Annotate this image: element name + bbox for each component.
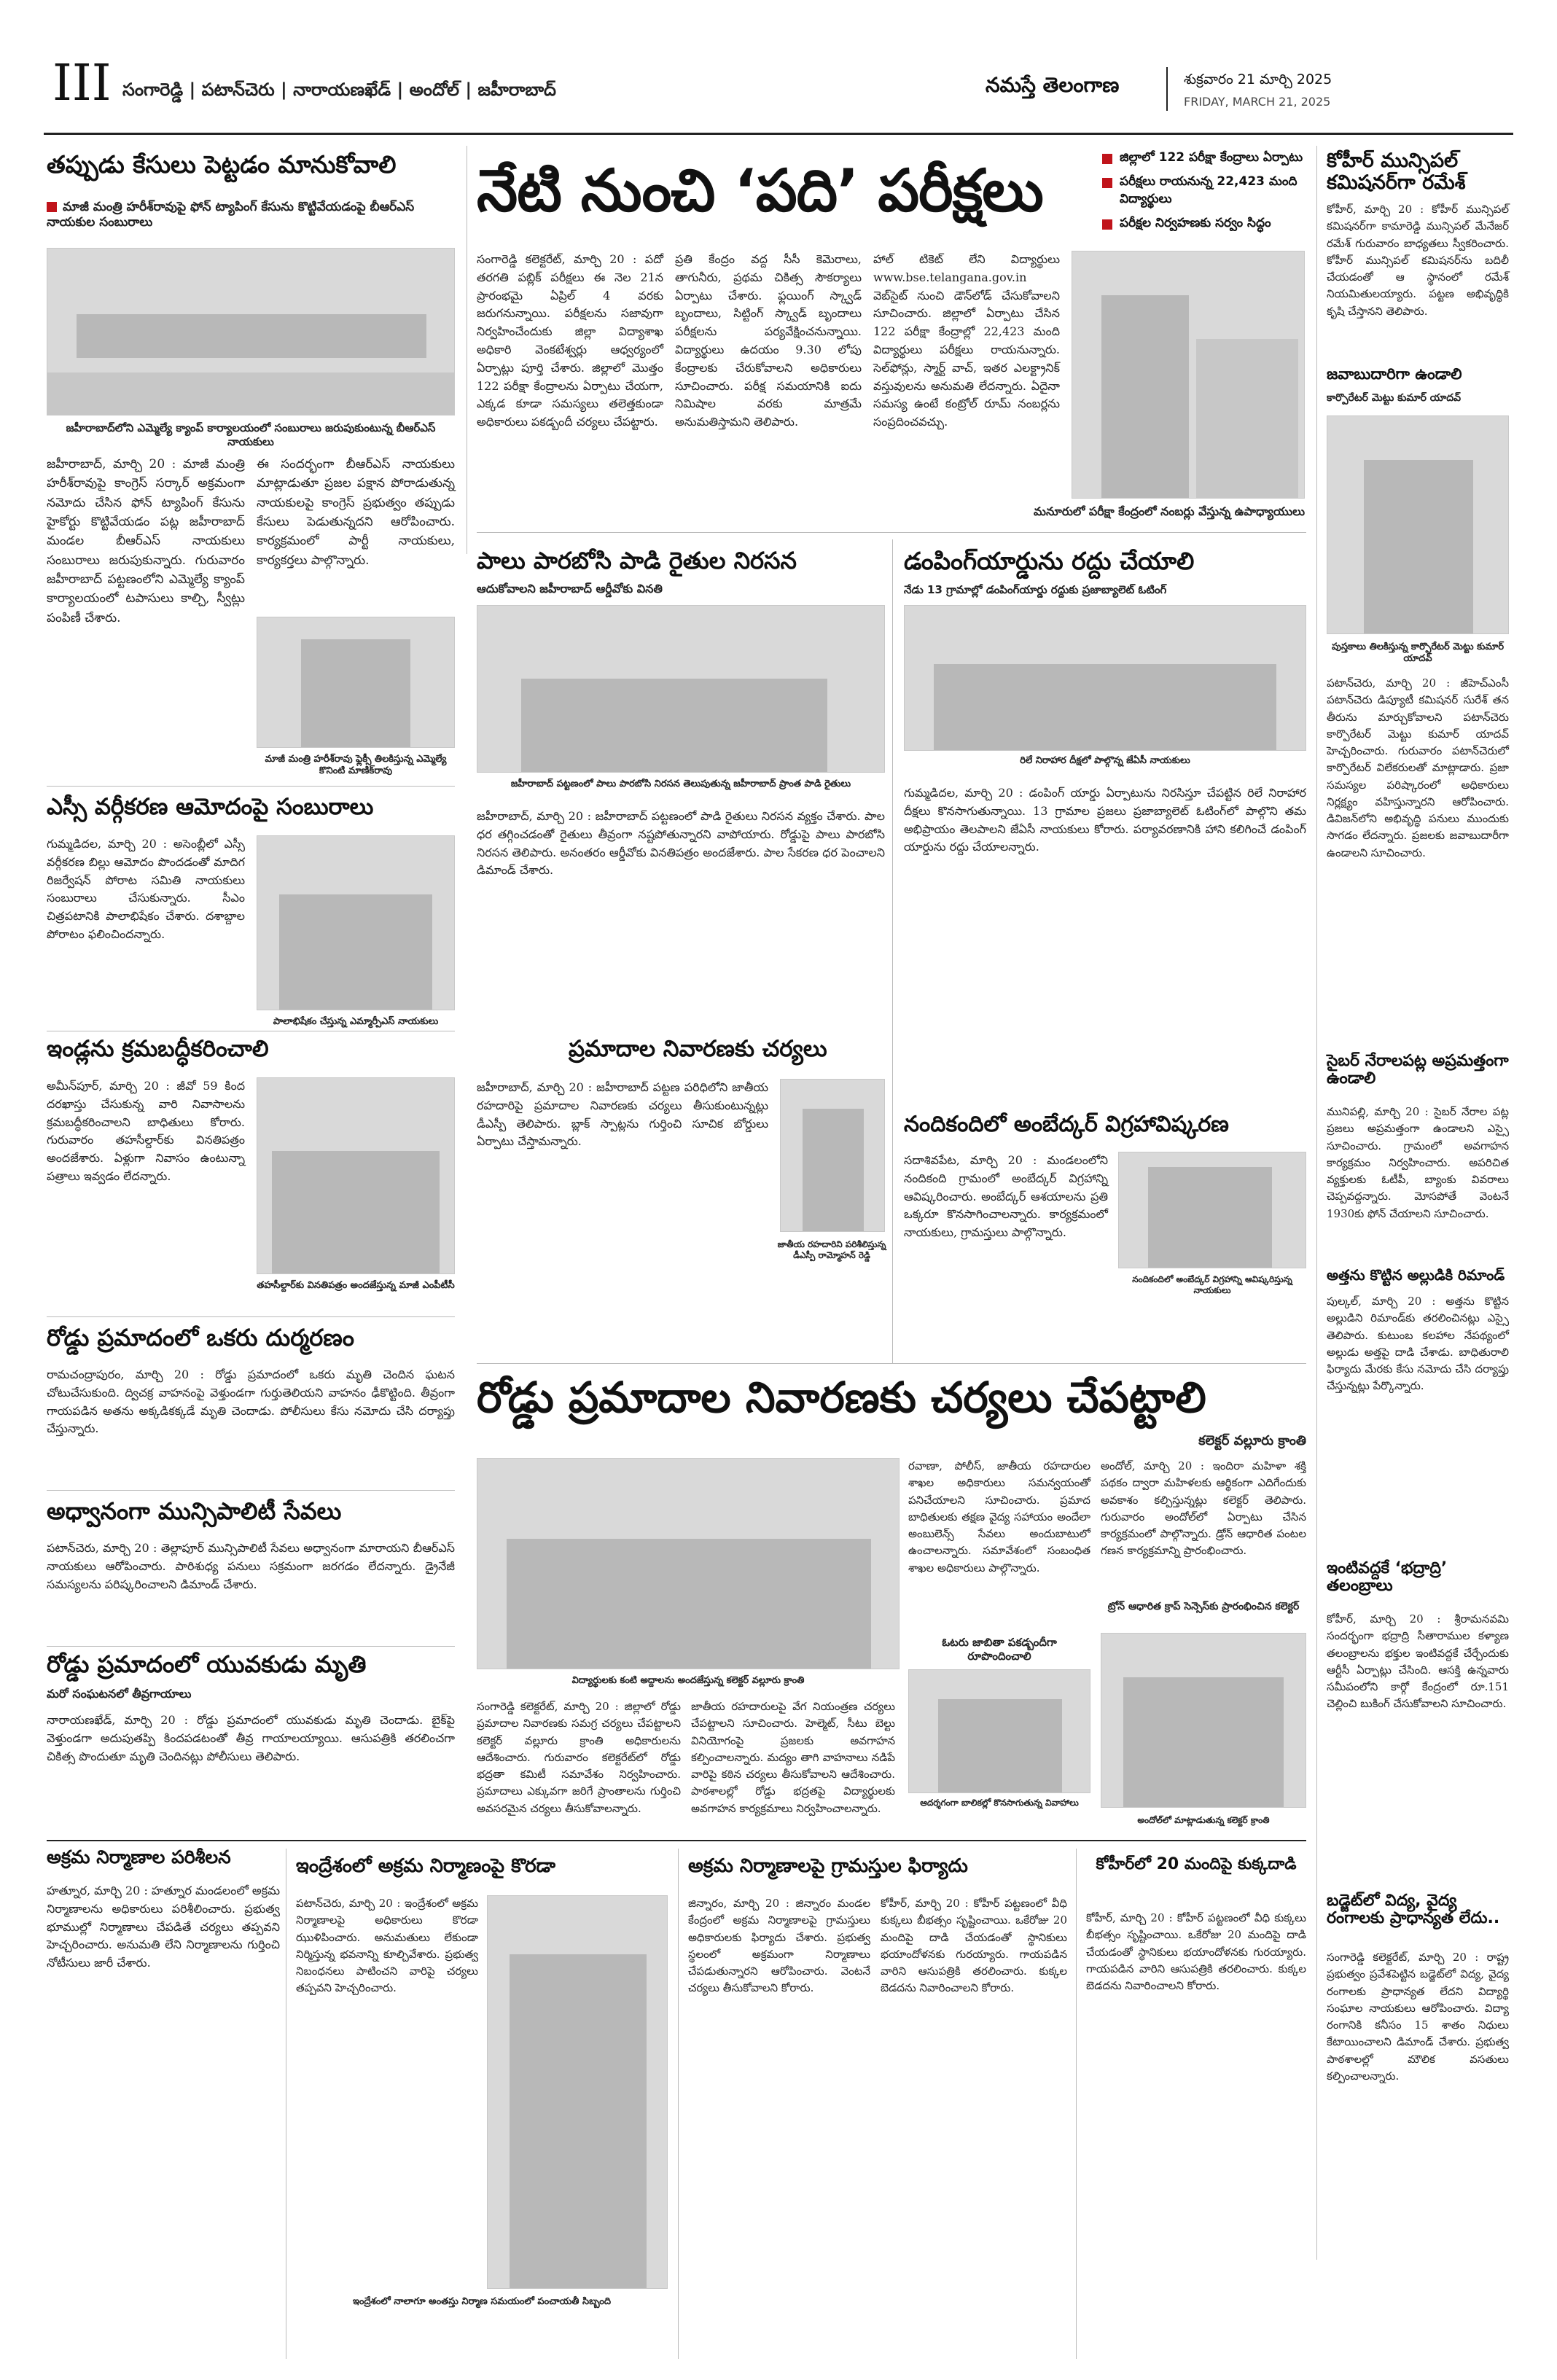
- middle-photo-2-caption: జాతీయ రహదారిని పరిశీలిస్తున్న డీఎస్పీ రామ్మోహన్ రెడ్డి: [777, 1239, 886, 1260]
- mid-divider-top: [477, 532, 1306, 533]
- bottom-headline-2: అక్రమ నిర్మాణాలపై గ్రామస్తుల ఫిర్యాదు: [688, 1855, 968, 1877]
- top-left-body-col2: ఈ సందర్భంగా బీఆర్‌ఎస్ నాయకులు మాట్లాడుతూ ప్రజల పక్షాన పోరాడుతున్న నాయకులపై కాంగ్రెస్ ప్రభుత్వం తప్పుడు కేసులు పెడుతున్నదని ఆరోపించారు. కార్యక్రమంలో పార్టీ నాయకులు, కార్యకర్తలు పాల్గొన్నారు.: [257, 457, 455, 568]
- district-names: సంగారెడ్డి | పటాన్‌చెరు | నారాయణఖేడ్ | అందోల్ | జహీరాబాద్: [122, 79, 556, 100]
- middle-headline-4: నందికందిలో అంబేద్కర్ విగ్రహావిష్కరణ: [904, 1112, 1229, 1137]
- middle-photo-1: [477, 605, 885, 773]
- top-left-photo2-caption: మాజీ మంత్రి హరీశ్‌రావు ఫ్లెక్సీ తిలకిస్తున్న ఎమ్మెల్యే కొనింటి మాణిక్‌రావు: [265, 754, 447, 777]
- date-english: FRIDAY, MARCH 21, 2025: [1184, 95, 1331, 109]
- left-divider-5: [47, 1646, 455, 1647]
- road-photo-2: [908, 1669, 1090, 1793]
- top-left-photo-caption: జహీరాబాద్‌లోని ఎమ్మెల్యే క్యాంప్ కార్యాలయంలో సంబురాలు జరుపుకుంటున్న బీఆర్‌ఎస్ నాయకులు: [66, 421, 436, 448]
- left-headline-4: అధ్వానంగా మున్సిపాలిటీ సేవలు: [47, 1497, 342, 1525]
- bottom-body-1: పటాన్‌చెరు, మార్చి 20 : ఇంద్రేశంలో అక్రమ నిర్మాణాలపై అధికారులు కొరడా ఝుళిపించారు. అనుమతులు లేకుండా నిర్మిస్తున్న భవనాన్ని కూల్చివేశారు. ప్రభుత్వ నిబంధనలు పాటించని వారిపై చర్యలు తప్పవని హెచ్చరించారు.: [296, 1897, 478, 1995]
- bottom-vrule-3: [1076, 1849, 1077, 2359]
- right-headline-4: అత్తను కొట్టిన అల్లుడికి రిమాండ్: [1327, 1266, 1505, 1284]
- road-photo-1-caption: విద్యార్థులకు కంటి అద్దాలను అందజేస్తున్న కలెక్టర్ వల్లూరు క్రాంతి: [571, 1675, 805, 1686]
- top-left-headline: తప్పుడు కేసులు పెట్టడం మానుకోవాలి: [47, 150, 397, 179]
- highlight-2: పరీక్షలు రాయనున్న 22,423 మంది విద్యార్థులు: [1101, 173, 1305, 208]
- middle-body-4: సదాశివపేట, మార్చి 20 : మండలంలోని నందికంది గ్రామంలో అంబేద్కర్ విగ్రహాన్ని ఆవిష్కరించారు. అంబేద్కర్ ఆశయాలను ప్రతి ఒక్కరూ కొనసాగించాలన్నారు. కార్యక్రమంలో నాయకులు, గ్రామస్తులు పాల్గొన్నారు.: [904, 1153, 1108, 1240]
- masthead-divider: [1166, 67, 1168, 111]
- middle-photo-3-caption: రిలే నిరాహార దీక్షలో పాల్గొన్న జేఏసీ నాయకులు: [1020, 755, 1190, 766]
- middle-body-3: గుమ్మడిదల, మార్చి 20 : డంపింగ్ యార్డు ఏర్పాటును నిరసిస్తూ చేపట్టిన రిలే నిరాహార దీక్షలు కొనసాగుతున్నాయి. 13 గ్రామాల ప్రజలు ప్రజాబ్యాలెట్ ఓటింగ్‌లో పాల్గొని తమ అభిప్రాయం తెలపాలని జేఏసీ నాయకులు కోరారు. పర్యావరణానికి హాని కలిగించే డంపింగ్ యార్డును రద్దు చేయాలన్నారు.: [904, 786, 1306, 854]
- bottom-headline-3: కోహీర్‌లో 20 మందిపై కుక్కదాడి: [1096, 1855, 1297, 1873]
- left-headline-3: రోడ్డు ప్రమాదంలో ఒకరు దుర్మరణం: [47, 1324, 354, 1351]
- lead-highlights: [1101, 149, 1305, 238]
- right-headline-2: జవాబుదారిగా ఉండాలి: [1327, 365, 1462, 383]
- lead-body-col3: హాల్ టికెట్ లేని విద్యార్థులు www.bse.telangana.gov.in వెబ్‌సైట్ నుంచి డౌన్‌లోడ్ చేసుకోవాలని సూచించారు. జిల్లాలో ఏర్పాటు చేసిన 122 పరీక్షా కేంద్రాల్లో 22,423 మంది విద్యార్థులు పరీక్షలు రాయనున్నారు. సెల్‌ఫోన్లు, స్మార్ట్ వాచ్, ఇతర ఎలక్ట్రానిక్ వస్తువులను అనుమతి లేదన్నారు. ఏదైనా సమస్య ఉంటే కంట్రోల్ రూమ్ నంబర్లను సంప్రదించవచ్చు.: [873, 252, 1060, 429]
- right-body-3: మునిపల్లి, మార్చి 20 : సైబర్ నేరాల పట్ల ప్రజలు అప్రమత్తంగా ఉండాలని ఎస్సై సూచించారు. గ్రామంలో అవగాహన కార్యక్రమం నిర్వహించారు. అపరిచిత వ్యక్తులకు ఓటీపీ, బ్యాంకు వివరాలు చెప్పవద్దన్నారు. మోసపోతే వెంటనే 1930కు ఫోన్ చేయాలని సూచించారు.: [1327, 1105, 1509, 1220]
- middle-photo-2: [780, 1079, 885, 1232]
- road-photo-1: [477, 1458, 900, 1669]
- left-body-6: హత్నూర, మార్చి 20 : హత్నూర మండలంలో అక్రమ నిర్మాణాలను అధికారులు పరిశీలించారు. ప్రభుత్వ భూముల్లో నిర్మాణాలు చేపడితే చర్యలు తప్పవని హెచ్చరించారు. అనుమతి లేని నిర్మాణాలను గుర్తించి నోటీసులు జారీ చేశారు.: [47, 1884, 280, 1970]
- left-divider-3: [47, 1316, 455, 1317]
- middle-subhead-1: ఆదుకోవాలని జహీరాబాద్ ఆర్డీవోకు వినతి: [477, 582, 663, 596]
- middle-body-1: జహీరాబాద్, మార్చి 20 : జహీరాబాద్ పట్టణంలో పాడి రైతులు నిరసన వ్యక్తం చేశారు. పాల ధర తగ్గించడంతో రైతులు తీవ్రంగా నష్టపోతున్నారని వాపోయారు. రోడ్డుపై పాలు పారబోసి నిరసన తెలిపారు. అనంతరం ఆర్డీవోకు వినతిపత్రం అందజేశారు. పాల సేకరణ ధర పెంచాలని డిమాండ్ చేశారు.: [477, 809, 885, 878]
- road-mid-title: ఓటరు జాబితా పకడ్బందీగా రూపొందించాలి: [942, 1636, 1057, 1663]
- right-subhead-2: కార్పొరేటర్ మెట్టు కుమార్ యాదవ్: [1327, 392, 1462, 404]
- date-telugu: శుక్రవారం 21 మార్చి 2025: [1184, 71, 1332, 87]
- bottom-headline-1: ఇంద్రేశంలో అక్రమ నిర్మాణంపై కొరడా: [296, 1855, 556, 1877]
- lead-photo-caption: మనూరులో పరీక్షా కేంద్రంలో నంబర్లు వేస్తున్న ఉపాధ్యాయులు: [1034, 504, 1305, 518]
- left-body-3: రామచంద్రాపురం, మార్చి 20 : రోడ్డు ప్రమాదంలో ఒకరు మృతి చెందిన ఘటన చోటుచేసుకుంది. ద్విచక్ర వాహనంపై వెళ్తుండగా గుర్తుతెలియని వాహనం ఢీకొట్టింది. తీవ్రంగా గాయపడిన అతను అక్కడికక్కడే మృతి చెందాడు. పోలీసులు కేసు నమోదు చేసి దర్యాప్తు చేస్తున్నారు.: [47, 1367, 455, 1436]
- middle-headline-1: పాలు పారబోసి పాడి రైతుల నిరసన: [477, 547, 797, 574]
- paper-name: నమస్తే తెలంగాణ: [986, 73, 1120, 97]
- masthead-rule: [44, 133, 1513, 135]
- road-body-2: జాతీయ రహదారులపై వేగ నియంత్రణ చర్యలు చేపట్టాలని సూచించారు. హెల్మెట్, సీటు బెల్టు వినియోగంపై ప్రజలకు అవగాహన కల్పించాలన్నారు. మద్యం తాగి వాహనాలు నడిపే వారిపై కఠిన చర్యలు తీసుకోవాలని ఆదేశించారు. పాఠశాలల్లో రోడ్డు భద్రతపై విద్యార్థులకు అవగాహన కార్యక్రమాలు నిర్వహించాలన్నారు.: [691, 1700, 895, 1815]
- right-headline-5: ఇంటివద్దకే ‘భద్రాద్రి’ తలంబ్రాలు: [1327, 1559, 1448, 1596]
- bottom-photo-1-caption: ఇంద్రేశంలో నాలాగూ అంతస్తు నిర్మాణ సమయంలో పంచాయతీ సిబ్బంది: [352, 2296, 612, 2307]
- lead-body-col2: ప్రతి కేంద్రం వద్ద సీసీ కెమెరాలు, తాగునీరు, ప్రథమ చికిత్స సౌకర్యాలు ఏర్పాటు చేశారు. ఫ్లయింగ్ స్క్వాడ్ బృందాలు, సిట్టింగ్ స్క్వాడ్ బృందాలు పరీక్షలను పర్యవేక్షించనున్నాయి. విద్యార్థులు ఉదయం 9.30 లోపు కేంద్రాలకు చేరుకోవాలని అధికారులు సూచించారు. పరీక్ష సమయానికి ఐదు నిమిషాల వరకు మాత్రమే అనుమతిస్తామని తెలిపారు.: [675, 252, 862, 429]
- road-body-3: రవాణా, పోలీస్, జాతీయ రహదారుల శాఖల అధికారులు సమన్వయంతో పనిచేయాలని సూచించారు. ప్రమాద బాధితులకు తక్షణ వైద్య సహాయం అందేలా అంబులెన్స్ సేవలు అందుబాటులో ఉంచాలన్నారు. సమావేశంలో సంబంధిత శాఖల అధికారులు పాల్గొన్నారు.: [908, 1459, 1090, 1575]
- road-subhead: కలెక్టర్ వల్లూరు క్రాంతి: [1198, 1433, 1306, 1448]
- right-headline-3: సైబర్ నేరాలపట్ల అప్రమత్తంగా ఉండాలి: [1327, 1052, 1509, 1088]
- left-photo-2-caption: తహసీల్దార్‌కు వినతిపత్రం అందజేస్తున్న మాజీ ఎంపీటీసీ: [257, 1280, 455, 1291]
- left-headline-2: ఇండ్లను క్రమబద్ధీకరించాలి: [47, 1036, 269, 1062]
- road-photo-3-caption: అందోల్‌లో మాట్లాడుతున్న కలెక్టర్ క్రాంతి: [1137, 1815, 1270, 1825]
- road-headline: రోడ్డు ప్రమాదాల నివారణకు చర్యలు చేపట్టాలి: [477, 1373, 1206, 1422]
- left-photo-1: [257, 835, 455, 1010]
- middle-body-2: జహీరాబాద్, మార్చి 20 : జహీరాబాద్ పట్టణ పరిధిలోని జాతీయ రహదారిపై ప్రమాదాల నివారణకు చర్యలు తీసుకుంటున్నట్లు డీఎస్పీ తెలిపారు. బ్లాక్ స్పాట్లను గుర్తించి సూచిక బోర్డులు ఏర్పాటు చేస్తామన్నారు.: [477, 1080, 768, 1149]
- highlight-1: జిల్లాలో 122 పరీక్షా కేంద్రాలు ఏర్పాటు: [1101, 149, 1305, 167]
- middle-photo-3: [904, 605, 1306, 751]
- middle-photo-4: [1118, 1152, 1306, 1268]
- right-photo-2: [1327, 415, 1509, 634]
- top-left-subhead: [47, 200, 455, 231]
- bullet-icon: [47, 202, 57, 212]
- page-number: III: [52, 55, 112, 112]
- right-headline-1: కోహీర్ మున్సిపల్ కమిషనర్‌గా రమేశ్: [1327, 149, 1466, 194]
- right-headline-6: బడ్జెట్‌లో విద్య, వైద్య రంగాలకు ప్రాధాన్యత లేదు..: [1327, 1892, 1500, 1928]
- road-mid-title2: ట్రోన్ ఆధారిత క్రాప్ సెన్సెస్‌కు ప్రారంభించిన కలెక్టర్: [1107, 1601, 1300, 1612]
- top-left-photo: [47, 248, 455, 415]
- middle-subhead-3: నేడు 13 గ్రామాల్లో డంపింగ్‌యార్డు రద్దుకు ప్రజాబ్యాలెట్ ఓటింగ్: [904, 583, 1167, 596]
- right-body-4: పుల్కల్, మార్చి 20 : అత్తను కొట్టిన అల్లుడిని రిమాండ్‌కు తరలించినట్లు ఎస్సై తెలిపారు. కుటుంబ కలహాల నేపథ్యంలో అల్లుడు అత్తపై దాడి చేశాడు. బాధితురాలి ఫిర్యాదు మేరకు కేసు నమోదు చేసి దర్యాప్తు చేస్తున్నట్లు పేర్కొన్నారు.: [1327, 1295, 1509, 1393]
- left-body-5: నారాయణఖేడ్, మార్చి 20 : రోడ్డు ప్రమాదంలో యువకుడు మృతి చెందాడు. బైక్‌పై వెళ్తుండగా అదుపుతప్పి కిందపడటంతో తీవ్ర గాయాలయ్యాయి. ఆసుపత్రికి తరలించగా చికిత్స పొందుతూ మృతి చెందినట్లు పోలీసులు తెలిపారు.: [47, 1713, 455, 1763]
- top-left-body-col1: జహీరాబాద్, మార్చి 20 : మాజీ మంత్రి హరీశ్‌రావుపై కాంగ్రెస్ సర్కార్ అక్రమంగా నమోదు చేసిన ఫోన్ ట్యాపింగ్ కేసును హైకోర్టు కొట్టివేయడం పట్ల జహీరాబాద్ మండల బీఆర్‌ఎస్ నాయకులు సంబురాలు జరుపుకున్నారు. గురువారం జహీరాబాద్ పట్టణంలోని ఎమ్మెల్యే క్యాంప్ కార్యాలయంలో టపాసులు కాల్చి, స్వీట్లు పంపిణీ చేశారు.: [47, 457, 245, 625]
- middle-headline-2: ప్రమాదాల నివారణకు చర్యలు: [569, 1036, 827, 1062]
- right-body-2: పటాన్‌చెరు, మార్చి 20 : జీహెచ్‌ఎంసీ పటాన్‌చెరు డిప్యూటీ కమిషనర్ సురేశ్ తన తీరును మార్చుకోవాలని పటాన్‌చెరు కార్పొరేటర్ మెట్టు కుమార్ యాదవ్ హెచ్చరించారు. గురువారం పటాన్‌చెరులో కార్పొరేటర్ విలేకరులతో మాట్లాడారు. ప్రజా సమస్యల పరిష్కారంలో అధికారులు నిర్లక్ష్యం వహిస్తున్నారని ఆరోపించారు. డివిజన్‌లోని అభివృద్ధి పనులు ముందుకు సాగడం లేదన్నారు. ప్రజలకు జవాబుదారీగా ఉండాలని సూచించారు.: [1327, 676, 1509, 859]
- left-headline-6: అక్రమ నిర్మాణాల పరిశీలన: [47, 1846, 231, 1868]
- right-vertical-rule: [1316, 146, 1317, 2260]
- lead-body-col1: సంగారెడ్డి కలెక్టరేట్, మార్చి 20 : పదో తరగతి పబ్లిక్ పరీక్షలు ఈ నెల 21న ప్రారంభమై ఏప్రిల్ 4 వరకు జరుగనున్నాయి. పరీక్షలను సజావుగా నిర్వహించేందుకు జిల్లా విద్యాశాఖ అధికారి వెంకటేశ్వర్లు ఆధ్వర్యంలో ఏర్పాట్లు పూర్తి చేశారు. జిల్లాలో మొత్తం 122 పరీక్షా కేంద్రాలను ఏర్పాటు చేయగా, ఎక్కడ కూడా సమస్యలు తలెత్తకుండా అధికారులు పకడ్బందీ చర్యలు చేపట్టారు.: [477, 252, 663, 429]
- top-left-photo2: [257, 617, 455, 748]
- bottom-vrule-2: [678, 1849, 679, 2359]
- lead-headline: నేటి నుంచి ‘పది’ పరీక్షలు: [477, 157, 1043, 225]
- right-body-5: కోహీర్, మార్చి 20 : శ్రీరామనవమి సందర్భంగా భద్రాద్రి సీతారాముల కళ్యాణ తలంబ్రాలను భక్తుల ఇంటివద్దకే చేర్చేందుకు ఆర్టీసీ ఏర్పాట్లు చేసింది. ఆసక్తి ఉన్నవారు సమీపంలోని కార్గో కేంద్రంలో రూ.151 చెల్లించి బుకింగ్ చేసుకోవాలని సూచించారు.: [1327, 1612, 1509, 1711]
- left-body-2: అమీన్‌పూర్, మార్చి 20 : జీవో 59 కింద దరఖాస్తు చేసుకున్న వారి నివాసాలను క్రమబద్ధీకరించాలని బాధితులు కోరారు. గురువారం తహసీల్దార్‌కు వినతిపత్రం అందజేశారు. ఏళ్లుగా నివాసం ఉంటున్నా పత్రాలు ఇవ్వడం లేదన్నారు.: [47, 1079, 245, 1183]
- right-body-6: సంగారెడ్డి కలెక్టరేట్, మార్చి 20 : రాష్ట్ర ప్రభుత్వం ప్రవేశపెట్టిన బడ్జెట్‌లో విద్య, వైద్య రంగాలకు ప్రాధాన్యత లేదని విద్యార్థి సంఘాల నాయకులు ఆరోపించారు. విద్యా రంగానికి కనీసం 15 శాతం నిధులు కేటాయించాలని డిమాండ్ చేశారు. ప్రభుత్వ పాఠశాలల్లో మౌలిక వసతులు కల్పించాలన్నారు.: [1327, 1951, 1509, 2083]
- road-body-4: అందోల్, మార్చి 20 : ఇందిరా మహిళా శక్తి పథకం ద్వారా మహిళలకు ఆర్థికంగా ఎదిగేందుకు అవకాశం కల్పిస్తున్నట్లు కలెక్టర్ తెలిపారు. గురువారం అందోల్‌లో ఏర్పాటు చేసిన కార్యక్రమంలో పాల్గొన్నారు. డ్రోన్ ఆధారిత పంటల గణన కార్యక్రమాన్ని ప్రారంభించారు.: [1101, 1459, 1306, 1558]
- road-photo-2-caption: ఆదర్శగంగా బాలికల్లో కొనసాగుతున్న వివాహాలు: [920, 1798, 1079, 1808]
- left-headline-5: రోడ్డు ప్రమాదంలో యువకుడు మృతి: [47, 1650, 367, 1678]
- bottom-photo-1: [487, 1895, 668, 2289]
- bottom-body-2: జిన్నారం, మార్చి 20 : జిన్నారం మండల కేంద్రంలో అక్రమ నిర్మాణాలపై గ్రామస్తులు అధికారులకు ఫిర్యాదు చేశారు. ప్రభుత్వ స్థలంలో అక్రమంగా నిర్మాణాలు చేపడుతున్నారని ఆరోపించారు. వెంటనే చర్యలు తీసుకోవాలని కోరారు.: [688, 1897, 870, 1995]
- right-photo-2-caption: పుస్తకాలు తిలకిస్తున్న కార్పొరేటర్ మెట్టు కుమార్ యాదవ్: [1331, 641, 1505, 665]
- subhead-text: మాజీ మంత్రి హరీశ్‌రావుపై ఫోన్ ట్యాపింగ్ కేసును కొట్టివేయడంపై బీఆర్‌ఎస్ నాయకుల సంబురాలు: [47, 200, 415, 230]
- bottom-rule: [47, 1840, 1306, 1841]
- highlight-3: పరీక్షల నిర్వహణకు సర్వం సిద్ధం: [1101, 214, 1305, 233]
- left-body-1: గుమ్మడిదల, మార్చి 20 : అసెంబ్లీలో ఎస్సీ వర్గీకరణ బిల్లు ఆమోదం పొందడంతో మాదిగ రిజర్వేషన్ పోరాట సమితి నాయకులు సంబురాలు చేసుకున్నారు. సీఎం చిత్రపటానికి పాలాభిషేకం చేశారు. దశాబ్దాల పోరాటం ఫలించిందన్నారు.: [47, 837, 245, 941]
- left-divider-4: [47, 1490, 455, 1491]
- right-body-1: కోహీర్, మార్చి 20 : కోహీర్ మున్సిపల్ కమిషనర్‌గా కామారెడ్డి మున్సిపల్ మేనేజర్ రమేశ్ గురువారం బాధ్యతలు స్వీకరించారు. కోహీర్ మున్సిపల్ కమిషనర్‌ను బదిలీ చేయడంతో ఆ స్థానంలో రమేశ్ నియమితులయ్యారు. పట్టణ అభివృద్ధికి కృషి చేస్తానని తెలిపారు.: [1327, 203, 1509, 318]
- mid-vertical-rule: [892, 539, 893, 1363]
- road-photo-3: [1101, 1633, 1306, 1808]
- middle-photo-4-caption: నందికందిలో అంబేద్కర్ విగ్రహాన్ని ఆవిష్కరిస్తున్న నాయకులు: [1132, 1274, 1292, 1295]
- road-body-1: సంగారెడ్డి కలెక్టరేట్, మార్చి 20 : జిల్లాలో రోడ్డు ప్రమాదాల నివారణకు సమగ్ర చర్యలు చేపట్టాలని కలెక్టర్ వల్లూరు క్రాంతి అధికారులను ఆదేశించారు. గురువారం కలెక్టరేట్‌లో రోడ్డు భద్రతా కమిటీ సమావేశం నిర్వహించారు. ప్రమాదాలు ఎక్కువగా జరిగే ప్రాంతాలను గుర్తించి అవసరమైన చర్యలు తీసుకోవాలన్నారు.: [477, 1700, 681, 1815]
- left-photo-1-caption: పాలాభిషేకం చేస్తున్న ఎమ్మార్పీఎస్ నాయకులు: [273, 1016, 439, 1027]
- middle-photo-1-caption: జహీరాబాద్ పట్టణంలో పాలు పారబోసి నిరసన తెలుపుతున్న జహీరాబాద్ ప్రాంత పాడి రైతులు: [510, 779, 851, 789]
- left-headline-1: ఎస్సీ వర్గీకరణ ఆమోదంపై సంబురాలు: [47, 794, 374, 820]
- lead-photo: [1072, 251, 1305, 499]
- left-body-4: పటాన్‌చెరు, మార్చి 20 : తెల్లాపూర్ మున్సిపాలిటీ సేవలు అధ్వానంగా మారాయని బీఆర్‌ఎస్ నాయకులు ఆరోపించారు. పారిశుధ్య పనులు సక్రమంగా జరగడం లేదన్నారు. డ్రైనేజీ సమస్యలను పరిష్కరించాలని డిమాండ్ చేశారు.: [47, 1541, 455, 1591]
- middle-headline-3: డంపింగ్‌యార్డును రద్దు చేయాలి: [904, 547, 1195, 575]
- left-photo-2: [257, 1077, 455, 1274]
- left-subhead-5: మరో సంఘటనలో తీవ్రగాయాలు: [47, 1687, 192, 1701]
- bottom-body-2b: కోహీర్, మార్చి 20 : కోహీర్ పట్టణంలో వీధి కుక్కలు బీభత్సం సృష్టించాయి. ఒకేరోజు 20 మందిపై దాడి చేయడంతో స్థానికులు భయాందోళనకు గురయ్యారు. గాయపడిన వారిని ఆసుపత్రికి తరలించారు. కుక్కల బెడదను నివారించాలని కోరారు.: [881, 1897, 1067, 1995]
- left-divider-1: [47, 786, 455, 787]
- road-divider-top: [477, 1363, 1306, 1364]
- bottom-body-3: కోహీర్, మార్చి 20 : కోహీర్ పట్టణంలో వీధి కుక్కలు బీభత్సం సృష్టించాయి. ఒకేరోజు 20 మందిపై దాడి చేయడంతో స్థానికులు భయాందోళనకు గురయ్యారు. గాయపడిన వారిని ఆసుపత్రికి తరలించారు. కుక్కల బెడదను నివారించాలని కోరారు.: [1086, 1911, 1306, 1992]
